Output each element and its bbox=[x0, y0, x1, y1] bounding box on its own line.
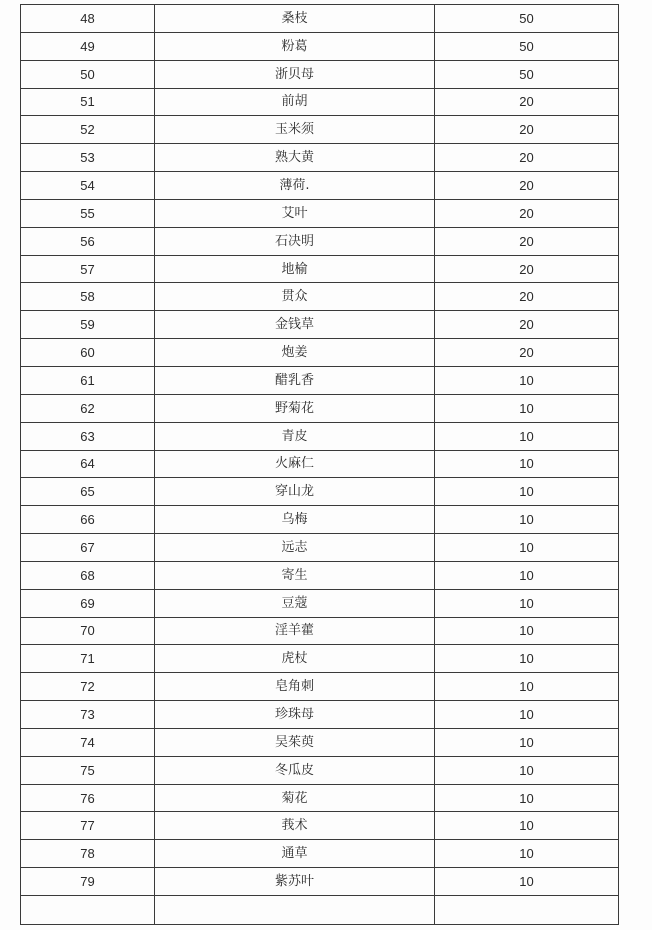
quantity-cell: 10 bbox=[435, 617, 619, 645]
table-row bbox=[21, 311, 619, 339]
quantity-cell: 20 bbox=[435, 255, 619, 283]
table-row bbox=[21, 812, 619, 840]
quantity-cell: 10 bbox=[435, 728, 619, 756]
herb-name-cell: 寄生 bbox=[155, 561, 435, 589]
quantity-cell: 20 bbox=[435, 227, 619, 255]
table-row bbox=[21, 88, 619, 116]
quantity-cell: 10 bbox=[435, 701, 619, 729]
quantity-cell: 10 bbox=[435, 589, 619, 617]
row-number-cell: 69 bbox=[21, 589, 155, 617]
quantity-cell: 10 bbox=[435, 812, 619, 840]
row-number-cell: 49 bbox=[21, 32, 155, 60]
quantity-cell: 10 bbox=[435, 506, 619, 534]
quantity-cell: 20 bbox=[435, 283, 619, 311]
row-number-cell: 77 bbox=[21, 812, 155, 840]
quantity-cell: 10 bbox=[435, 450, 619, 478]
herb-name-cell bbox=[155, 896, 435, 925]
row-number-cell: 54 bbox=[21, 172, 155, 200]
herb-name-cell: 炮姜 bbox=[155, 339, 435, 367]
quantity-cell: 10 bbox=[435, 645, 619, 673]
herb-name-cell: 金钱草 bbox=[155, 311, 435, 339]
row-number-cell: 57 bbox=[21, 255, 155, 283]
row-number-cell: 50 bbox=[21, 60, 155, 88]
quantity-cell: 20 bbox=[435, 339, 619, 367]
herb-name-cell: 虎杖 bbox=[155, 645, 435, 673]
herb-name-cell: 珍珠母 bbox=[155, 701, 435, 729]
quantity-cell: 10 bbox=[435, 673, 619, 701]
row-number-cell: 73 bbox=[21, 701, 155, 729]
quantity-cell: 10 bbox=[435, 394, 619, 422]
row-number-cell: 65 bbox=[21, 478, 155, 506]
quantity-cell: 10 bbox=[435, 868, 619, 896]
table-row bbox=[21, 450, 619, 478]
row-number-cell: 72 bbox=[21, 673, 155, 701]
herb-name-cell: 熟大黄 bbox=[155, 144, 435, 172]
row-number-cell: 75 bbox=[21, 756, 155, 784]
row-number-cell: 78 bbox=[21, 840, 155, 868]
table-row bbox=[21, 478, 619, 506]
quantity-cell: 20 bbox=[435, 88, 619, 116]
table-row bbox=[21, 589, 619, 617]
row-number-cell: 60 bbox=[21, 339, 155, 367]
table-row bbox=[21, 896, 619, 925]
herb-name-cell: 石决明 bbox=[155, 227, 435, 255]
row-number-cell: 56 bbox=[21, 227, 155, 255]
quantity-cell: 10 bbox=[435, 534, 619, 562]
herb-quantity-table bbox=[20, 4, 619, 925]
quantity-cell: 10 bbox=[435, 756, 619, 784]
table-row bbox=[21, 868, 619, 896]
herb-name-cell: 通草 bbox=[155, 840, 435, 868]
table-row bbox=[21, 840, 619, 868]
herb-name-cell: 地榆 bbox=[155, 255, 435, 283]
herb-name-cell: 粉葛 bbox=[155, 32, 435, 60]
quantity-cell: 10 bbox=[435, 784, 619, 812]
herb-name-cell: 薄荷. bbox=[155, 172, 435, 200]
row-number-cell: 61 bbox=[21, 366, 155, 394]
row-number-cell: 66 bbox=[21, 506, 155, 534]
herb-name-cell: 冬瓜皮 bbox=[155, 756, 435, 784]
herb-name-cell: 艾叶 bbox=[155, 199, 435, 227]
table-row bbox=[21, 32, 619, 60]
table-row bbox=[21, 534, 619, 562]
herb-name-cell: 桑枝 bbox=[155, 5, 435, 33]
herb-name-cell: 莪术 bbox=[155, 812, 435, 840]
row-number-cell: 63 bbox=[21, 422, 155, 450]
table-row bbox=[21, 255, 619, 283]
table-row bbox=[21, 756, 619, 784]
quantity-cell: 10 bbox=[435, 478, 619, 506]
herb-name-cell: 淫羊藿 bbox=[155, 617, 435, 645]
quantity-cell bbox=[435, 896, 619, 925]
row-number-cell: 59 bbox=[21, 311, 155, 339]
quantity-cell: 20 bbox=[435, 144, 619, 172]
herb-name-cell: 紫苏叶 bbox=[155, 868, 435, 896]
table-row bbox=[21, 394, 619, 422]
herb-name-cell: 火麻仁 bbox=[155, 450, 435, 478]
quantity-cell: 20 bbox=[435, 199, 619, 227]
table-row bbox=[21, 199, 619, 227]
row-number-cell: 53 bbox=[21, 144, 155, 172]
row-number-cell: 55 bbox=[21, 199, 155, 227]
row-number-cell: 51 bbox=[21, 88, 155, 116]
table-row bbox=[21, 366, 619, 394]
table-row bbox=[21, 5, 619, 33]
table-row bbox=[21, 784, 619, 812]
table-row bbox=[21, 283, 619, 311]
herb-name-cell: 远志 bbox=[155, 534, 435, 562]
table-row bbox=[21, 728, 619, 756]
quantity-cell: 50 bbox=[435, 32, 619, 60]
row-number-cell: 52 bbox=[21, 116, 155, 144]
row-number-cell: 58 bbox=[21, 283, 155, 311]
herb-name-cell: 皂角刺 bbox=[155, 673, 435, 701]
row-number-cell: 74 bbox=[21, 728, 155, 756]
row-number-cell: 64 bbox=[21, 450, 155, 478]
herb-name-cell: 前胡 bbox=[155, 88, 435, 116]
table-row bbox=[21, 617, 619, 645]
quantity-cell: 20 bbox=[435, 116, 619, 144]
table-row bbox=[21, 172, 619, 200]
quantity-cell: 10 bbox=[435, 366, 619, 394]
quantity-cell: 10 bbox=[435, 840, 619, 868]
table-row bbox=[21, 561, 619, 589]
table-row bbox=[21, 116, 619, 144]
herb-name-cell: 青皮 bbox=[155, 422, 435, 450]
quantity-cell: 20 bbox=[435, 311, 619, 339]
row-number-cell: 70 bbox=[21, 617, 155, 645]
table-row bbox=[21, 645, 619, 673]
table-row bbox=[21, 144, 619, 172]
herb-name-cell: 醋乳香 bbox=[155, 366, 435, 394]
herb-name-cell: 吴茱萸 bbox=[155, 728, 435, 756]
table-body bbox=[21, 5, 619, 925]
table-row bbox=[21, 506, 619, 534]
herb-name-cell: 穿山龙 bbox=[155, 478, 435, 506]
herb-name-cell: 浙贝母 bbox=[155, 60, 435, 88]
quantity-cell: 10 bbox=[435, 561, 619, 589]
herb-name-cell: 豆蔻 bbox=[155, 589, 435, 617]
row-number-cell: 68 bbox=[21, 561, 155, 589]
row-number-cell: 48 bbox=[21, 5, 155, 33]
quantity-cell: 20 bbox=[435, 172, 619, 200]
herb-name-cell: 玉米须 bbox=[155, 116, 435, 144]
row-number-cell bbox=[21, 896, 155, 925]
herb-name-cell: 贯众 bbox=[155, 283, 435, 311]
quantity-cell: 50 bbox=[435, 60, 619, 88]
table-row bbox=[21, 227, 619, 255]
row-number-cell: 67 bbox=[21, 534, 155, 562]
row-number-cell: 79 bbox=[21, 868, 155, 896]
table-row bbox=[21, 673, 619, 701]
herb-name-cell: 野菊花 bbox=[155, 394, 435, 422]
row-number-cell: 71 bbox=[21, 645, 155, 673]
row-number-cell: 76 bbox=[21, 784, 155, 812]
herb-name-cell: 乌梅 bbox=[155, 506, 435, 534]
table-row bbox=[21, 422, 619, 450]
row-number-cell: 62 bbox=[21, 394, 155, 422]
quantity-cell: 50 bbox=[435, 5, 619, 33]
table-row bbox=[21, 60, 619, 88]
table-row bbox=[21, 701, 619, 729]
herb-name-cell: 菊花 bbox=[155, 784, 435, 812]
table-row bbox=[21, 339, 619, 367]
quantity-cell: 10 bbox=[435, 422, 619, 450]
